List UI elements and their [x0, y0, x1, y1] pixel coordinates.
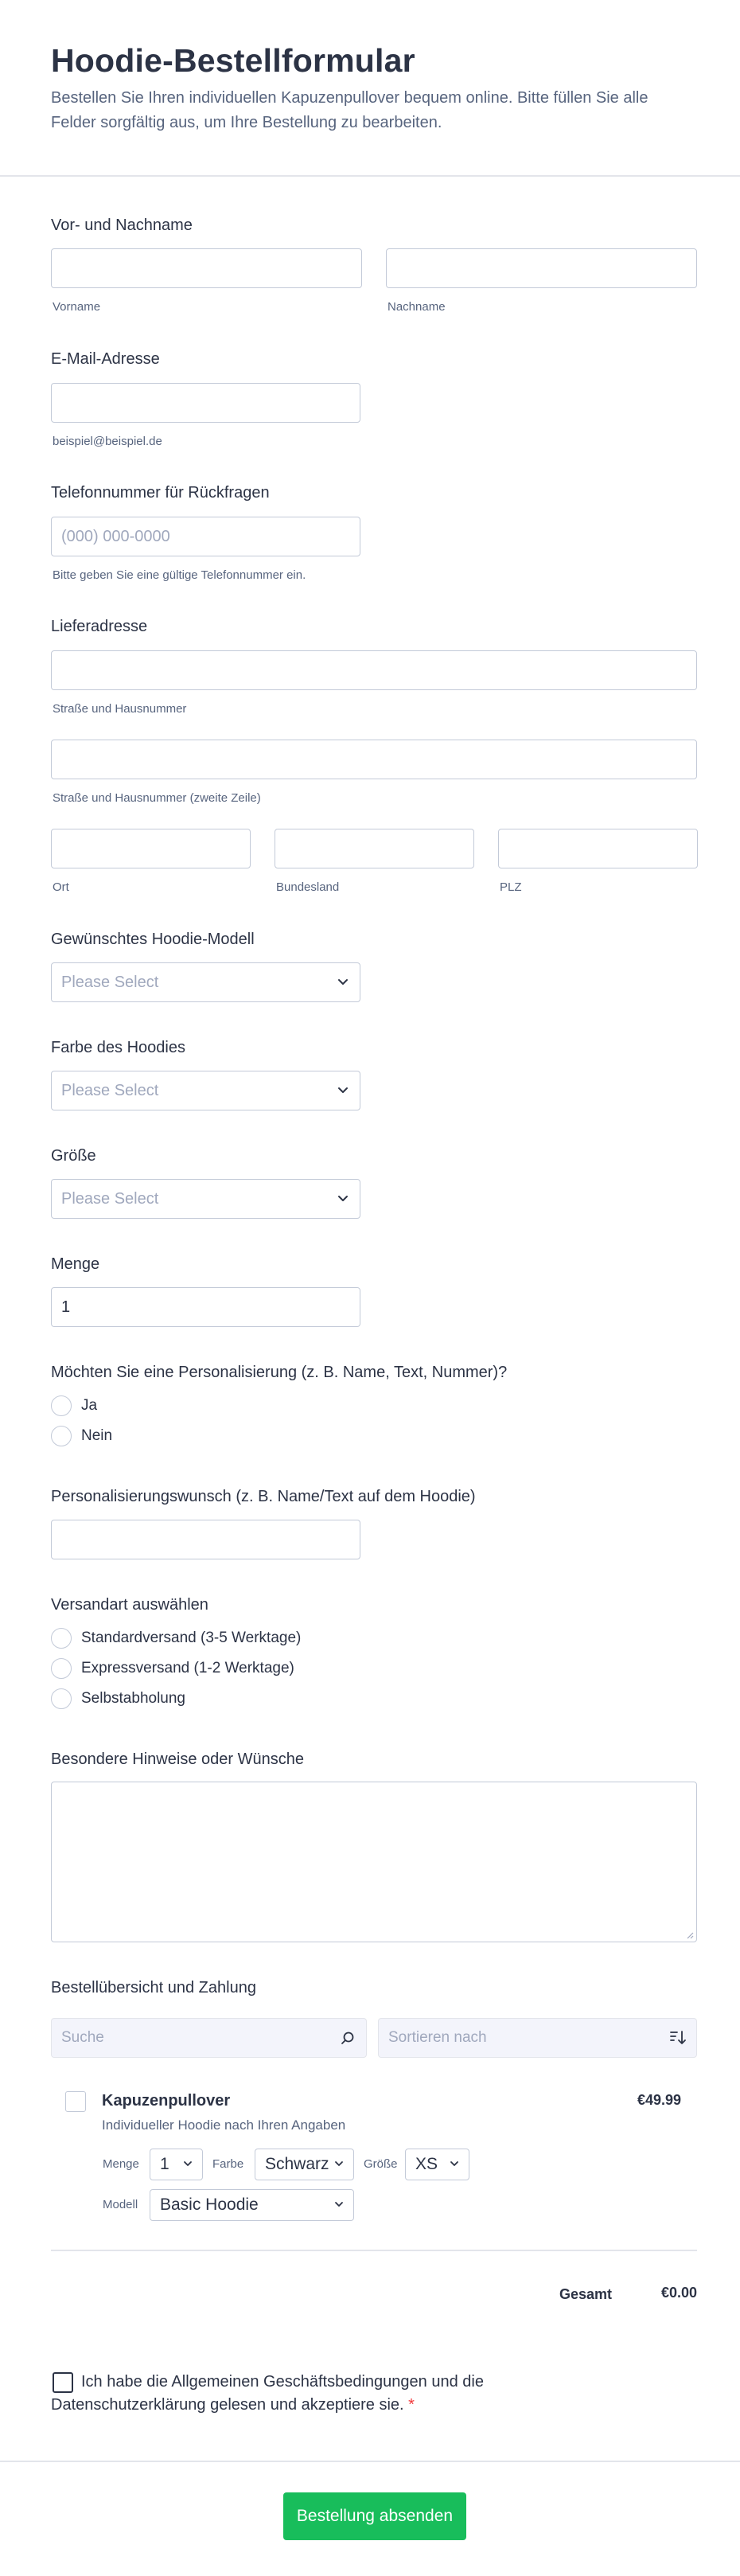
total-label: Gesamt [559, 2286, 613, 2302]
last-name-sublabel: Nachname [388, 300, 446, 314]
first-name-sublabel: Vorname [53, 300, 101, 314]
city-sublabel: Ort [53, 880, 69, 894]
email-input[interactable] [51, 383, 360, 423]
street-sublabel: Straße und Hausnummer [53, 702, 187, 716]
chevron-down-icon [336, 1191, 350, 1205]
shipping-option-standard[interactable] [51, 1628, 301, 1649]
email-label: E-Mail-Adresse [51, 350, 160, 368]
phone-input[interactable] [51, 517, 360, 556]
email-sublabel: beispiel@beispiel.de [53, 435, 162, 448]
product-model-select[interactable] [150, 2189, 354, 2221]
color-placeholder: Please Select [61, 1081, 159, 1099]
radio-label: Selbstabholung [81, 1690, 185, 1707]
form-title: Hoodie-Bestellformular [51, 42, 415, 79]
color-label: Farbe des Hoodies [51, 1039, 185, 1056]
sort-icon[interactable] [669, 2030, 687, 2046]
radio-button[interactable] [51, 1395, 72, 1416]
form-header [0, 0, 740, 177]
product-qty-value: 1 [160, 2155, 169, 2173]
model-select[interactable] [51, 962, 360, 1002]
chevron-down-icon [333, 2198, 345, 2211]
personalization-option-nein[interactable] [51, 1426, 112, 1446]
zip-sublabel: PLZ [500, 880, 522, 894]
product-model-label: Modell [103, 2198, 138, 2211]
personalization-option-ja[interactable] [51, 1395, 97, 1416]
product-checkbox[interactable] [65, 2091, 86, 2112]
product-size-value: XS [415, 2155, 438, 2173]
radio-label: Nein [81, 1427, 113, 1444]
total-value: €0.00 [660, 2285, 697, 2301]
name-label: Vor- und Nachname [51, 217, 193, 234]
phone-label: Telefonnummer für Rückfragen [51, 484, 270, 502]
personalization-label: Möchten Sie eine Personalisierung (z. B. Name, Text, Nummer)? [51, 1364, 508, 1381]
personalization-text-input[interactable] [51, 1520, 360, 1559]
product-model-value: Basic Hoodie [160, 2195, 259, 2214]
resize-grip-icon[interactable] [686, 1931, 694, 1939]
model-placeholder: Please Select [61, 973, 159, 991]
model-label: Gewünschtes Hoodie-Modell [51, 931, 255, 948]
sort-select[interactable] [378, 2018, 697, 2058]
radio-label: Expressversand (1-2 Werktage) [81, 1660, 294, 1676]
required-mark: * [408, 2396, 415, 2414]
order-divider [51, 2250, 697, 2251]
chevron-down-icon [333, 2157, 345, 2170]
notes-label: Besondere Hinweise oder Wünsche [51, 1751, 304, 1768]
first-name-input[interactable] [51, 248, 362, 288]
terms-label: Ich habe die Allgemeinen Geschäftsbedingungen und die Datenschutzerklärung gelesen und akzeptiere sie. [51, 2373, 484, 2414]
state-sublabel: Bundesland [276, 880, 340, 894]
size-placeholder: Please Select [61, 1189, 159, 1208]
phone-sublabel: Bitte geben Sie eine gültige Telefonnummer ein. [53, 568, 306, 582]
last-name-input[interactable] [386, 248, 697, 288]
product-size-label: Größe [364, 2157, 398, 2171]
shipping-label: Versandart auswählen [51, 1596, 208, 1614]
quantity-value: 1 [61, 1298, 71, 1316]
product-price: €49.99 [637, 2092, 681, 2108]
radio-button[interactable] [51, 1658, 72, 1679]
size-label: Größe [51, 1147, 96, 1165]
state-input[interactable] [275, 829, 474, 868]
radio-button[interactable] [51, 1426, 72, 1446]
street2-input[interactable] [51, 740, 697, 779]
size-select[interactable] [51, 1179, 360, 1219]
radio-button[interactable] [51, 1688, 72, 1709]
radio-button[interactable] [51, 1628, 72, 1649]
quantity-label: Menge [51, 1255, 100, 1273]
chevron-down-icon [336, 974, 350, 989]
product-color-select[interactable] [255, 2149, 354, 2180]
sort-placeholder: Sortieren nach [388, 2029, 487, 2046]
street-input[interactable] [51, 650, 697, 690]
product-search-input[interactable] [51, 2018, 367, 2058]
product-color-label: Farbe [212, 2157, 244, 2171]
search-placeholder: Suche [61, 2029, 104, 2046]
shipping-option-express[interactable] [51, 1658, 294, 1679]
shipping-option-pickup[interactable] [51, 1688, 185, 1709]
chevron-down-icon [448, 2157, 461, 2170]
product-qty-label: Menge [103, 2157, 139, 2171]
chevron-down-icon [336, 1083, 350, 1097]
city-input[interactable] [51, 829, 251, 868]
form-description: Bestellen Sie Ihren individuellen Kapuzenpullover bequem online. Bitte füllen Sie alle Felder sorgfältig aus, um Ihre Bestellung zu bearbeiten. [51, 89, 648, 131]
address-label: Lieferadresse [51, 618, 148, 635]
product-size-select[interactable] [405, 2149, 469, 2180]
color-select[interactable] [51, 1071, 360, 1110]
footer-divider [0, 2461, 740, 2462]
personalization-text-label: Personalisierungswunsch (z. B. Name/Text auf dem Hoodie) [51, 1488, 476, 1505]
submit-button[interactable]: Bestellung absenden [283, 2492, 466, 2540]
radio-label: Ja [81, 1397, 98, 1414]
notes-textarea[interactable] [51, 1782, 697, 1942]
street2-sublabel: Straße und Hausnummer (zweite Zeile) [53, 791, 261, 805]
product-qty-select[interactable] [150, 2149, 203, 2180]
order-label: Bestellübersicht und Zahlung [51, 1979, 256, 1996]
quantity-input[interactable] [51, 1287, 360, 1327]
phone-placeholder: (000) 000-0000 [61, 527, 170, 545]
chevron-down-icon [181, 2157, 194, 2170]
search-icon[interactable] [341, 2031, 355, 2045]
terms-text [51, 2371, 544, 2417]
product-color-value: Schwarz [265, 2155, 329, 2173]
zip-input[interactable] [498, 829, 698, 868]
radio-label: Standardversand (3-5 Werktage) [81, 1630, 302, 1646]
product-name: Kapuzenpullover [102, 2092, 231, 2110]
product-description: Individueller Hoodie nach Ihren Angaben [102, 2117, 346, 2133]
